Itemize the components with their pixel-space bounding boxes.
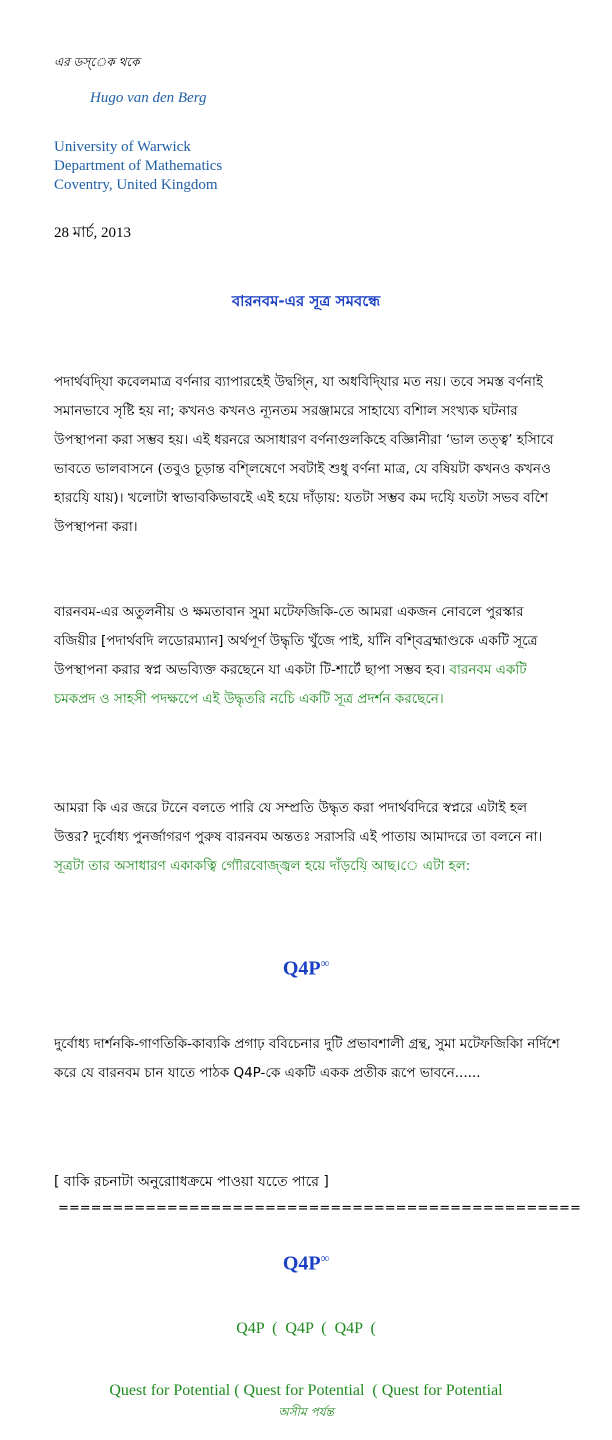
- affiliation-department: Department of Mathematics: [54, 158, 223, 174]
- availability-note: [ বাকি রচনাটা অনুরাোধক্রমে পাওয়া যতেে পারে ]: [54, 1174, 329, 1190]
- paragraph-2-highlight: বারনবম একটি চমকপ্রদ ও সাহসী পদক্ষপেে এই উদ্ধৃতরি নচিে একটি সূত্র প্রদর্শন করছেনে।: [54, 662, 527, 707]
- desk-label: এর ডস্েক থকে: [54, 55, 140, 69]
- affiliation: [54, 138, 222, 195]
- formula-q4p-infinity-repeat: [0, 1251, 612, 1276]
- page-title: বারনবম-এর সূত্র সমবন্ধে: [231, 292, 381, 310]
- paragraph-4: দুর্বােধ্য দার্শনকি-গাণতিকি-কাব্যকি প্রগাঢ় ববিচেনার দুটি প্রভাবশালী গ্রন্থ, সুমা মটেফজিকিা নর্দিশে করে যে বারনবম চান যাতে পাঠক Q4P-কে একটি একক প্রতীক রূপে ভাবনে......: [54, 1036, 560, 1081]
- ashim-label: অসীম পর্যন্ত: [278, 1405, 334, 1419]
- formula-base: Q4P: [282, 1252, 321, 1275]
- paragraph-2-text: বারনবম-এর অতুলনীয় ও ক্ষমতাবান সুমা মটেফজিকি-তে আমরা একজন নােবলে পুরস্কার বজিয়ীর [পদার্থবদি লডোরম্যান] অর্থপূর্ণ উদ্ধৃতি খুঁজে পাই, যনিি বশি্বব্রহ্মাণ্ডকে একটি সূত্রে উপস্থাপনা করার স্বপ্ন অভব্যিক্ত করছেনে যা একটা টি-শার্টে ছাপা সম্ভব হব।: [54, 604, 538, 678]
- paragraph-3: [54, 794, 564, 881]
- affiliation-location: Coventry, United Kingdom: [54, 177, 218, 193]
- separator-line: ================================================: [58, 1201, 581, 1216]
- paragraph-1: পদার্থবদি্যা কবেলমাত্র বর্ণনার ব্যাপারহেই উদ্বগি্ন, যা অধবিদি্যার মত নয়। তবে সমস্ত বর্ণনাই সমানভাবে সৃষ্টি হয় না; কখনও কখনও ন্যূনতম সরঞ্জামরে সাহায্যে বশিাল সংখ্যক ঘটনার উপস্থাপনা করা সম্ভব হয়। এই ধরনরে অসাধারণ বর্ণনাগুলকিহে বজ্ঞিানীরা ‘ভাল তত্ত্ব’ হসিাবে ভাবতে ভালবাসনে (তবুও চূড়ান্ত বশি্লষেণে সবটাই শুধু বর্ণনা মাত্র, যে বষিয়টা কখনও কখনও হারযি়ে যায়)। খলোটা স্বাভাবকিভাবইে এই হয়ে দাঁড়ায়: যতটা সম্ভব কম দযি়ে যতটা সভব বশেি উপস্থাপনা করা।: [54, 374, 554, 535]
- paragraph-3-text: আমরা কি এর জরে টনেে বলতে পারি যে সম্প্রতি উদ্ধৃত করা পদার্থবদিরে স্বপ্নরে এটাই হল উত্তর? দুর্বােধ্য পুনর্জাগরণ পুরুষ বারনবম অন্ততঃ সরাসরি এই পাতায় আমাদরে তা বলনে না।: [54, 800, 543, 845]
- date: 28 মার্চ, 2013: [54, 225, 132, 241]
- formula-superscript: ∞: [320, 956, 330, 970]
- q4p-repeat-line: Q4P ( Q4P ( Q4P (: [236, 1320, 376, 1337]
- affiliation-university: University of Warwick: [54, 139, 191, 155]
- author-name: Hugo van den Berg: [90, 90, 207, 106]
- formula-superscript: ∞: [320, 1251, 330, 1265]
- paragraph-2: [54, 598, 564, 714]
- paragraph-3-highlight: সূত্রটা তার অসাধারণ একাকত্বি গাৌরবােজ্জ্বল হয়ে দাঁড়যি়ে আছ।ে এটা হল:: [54, 858, 471, 874]
- formula-base: Q4P: [282, 957, 321, 980]
- quest-line: Quest for Potential ( Quest for Potential ( Quest for Potential: [109, 1382, 503, 1399]
- formula-q4p-infinity: [0, 956, 612, 981]
